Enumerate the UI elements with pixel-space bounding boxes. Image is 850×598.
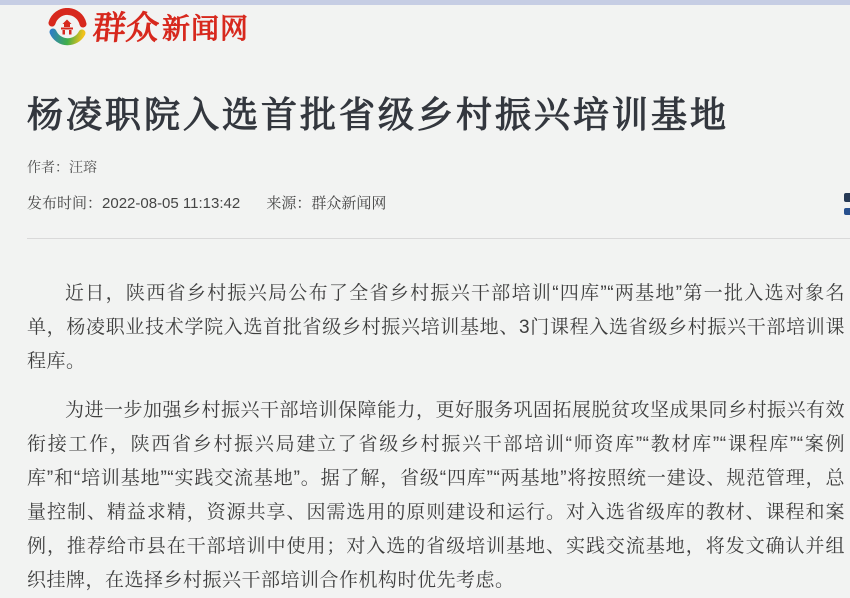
site-logo-link[interactable] xyxy=(47,8,249,50)
brand-wordmark: 新闻网 xyxy=(162,13,250,44)
article-body xyxy=(27,277,845,598)
share-icon[interactable] xyxy=(844,193,850,202)
paragraph: 近日，陕西省乡村振兴局公布了全省乡村振兴干部培训“四库”“两基地”第一批入选对象名单，杨凌职业技术学院入选首批省级乡村振兴培训基地、3门课程入选省级乡村振兴干部培训课程库。 xyxy=(27,283,845,372)
meta-line xyxy=(27,195,845,213)
site-header xyxy=(0,5,850,51)
source xyxy=(266,195,386,212)
brand-script-text: 群众 xyxy=(91,8,162,47)
article-content xyxy=(0,93,850,598)
author-line xyxy=(27,159,845,176)
article-title: 杨凌职院入选首批省级乡村振兴培训基地 xyxy=(27,94,730,135)
paragraph: 为进一步加强乡村振兴干部培训保障能力，更好服务巩固拓展脱贫攻坚成果同乡村振兴有效衔接工作，陕西省乡村振兴局建立了省级乡村振兴干部培训“师资库”“教材库”“课程库”“案例库”和“培训基地”“实践交流基地”。据了解，省级“四库”“两基地”将按照统一建设、规范管理，总量控制、精益求精，资源共享、因需选用的原则建设和运行。对入选省级库的教材、课程和案例，推荐给市县在干部培训中使用；对入选的省级培训基地、实践交流基地，将发文确认并组织挂牌，在选择乡村振兴干部培训合作机构时优先考虑。 xyxy=(27,400,846,591)
brand-swirl-globe-icon xyxy=(47,8,87,48)
author-label: 作者： xyxy=(27,159,69,175)
share-icon[interactable] xyxy=(844,208,850,215)
publish-time-value: 2022-08-05 11:13:42 xyxy=(102,195,241,212)
author-name: 汪瑢 xyxy=(69,159,97,175)
source-label: 来源： xyxy=(266,195,312,212)
divider xyxy=(27,238,850,239)
source-value: 群众新闻网 xyxy=(311,195,387,212)
publish-time xyxy=(27,195,240,212)
share-rail xyxy=(844,193,850,215)
publish-time-label: 发布时间： xyxy=(27,195,103,212)
